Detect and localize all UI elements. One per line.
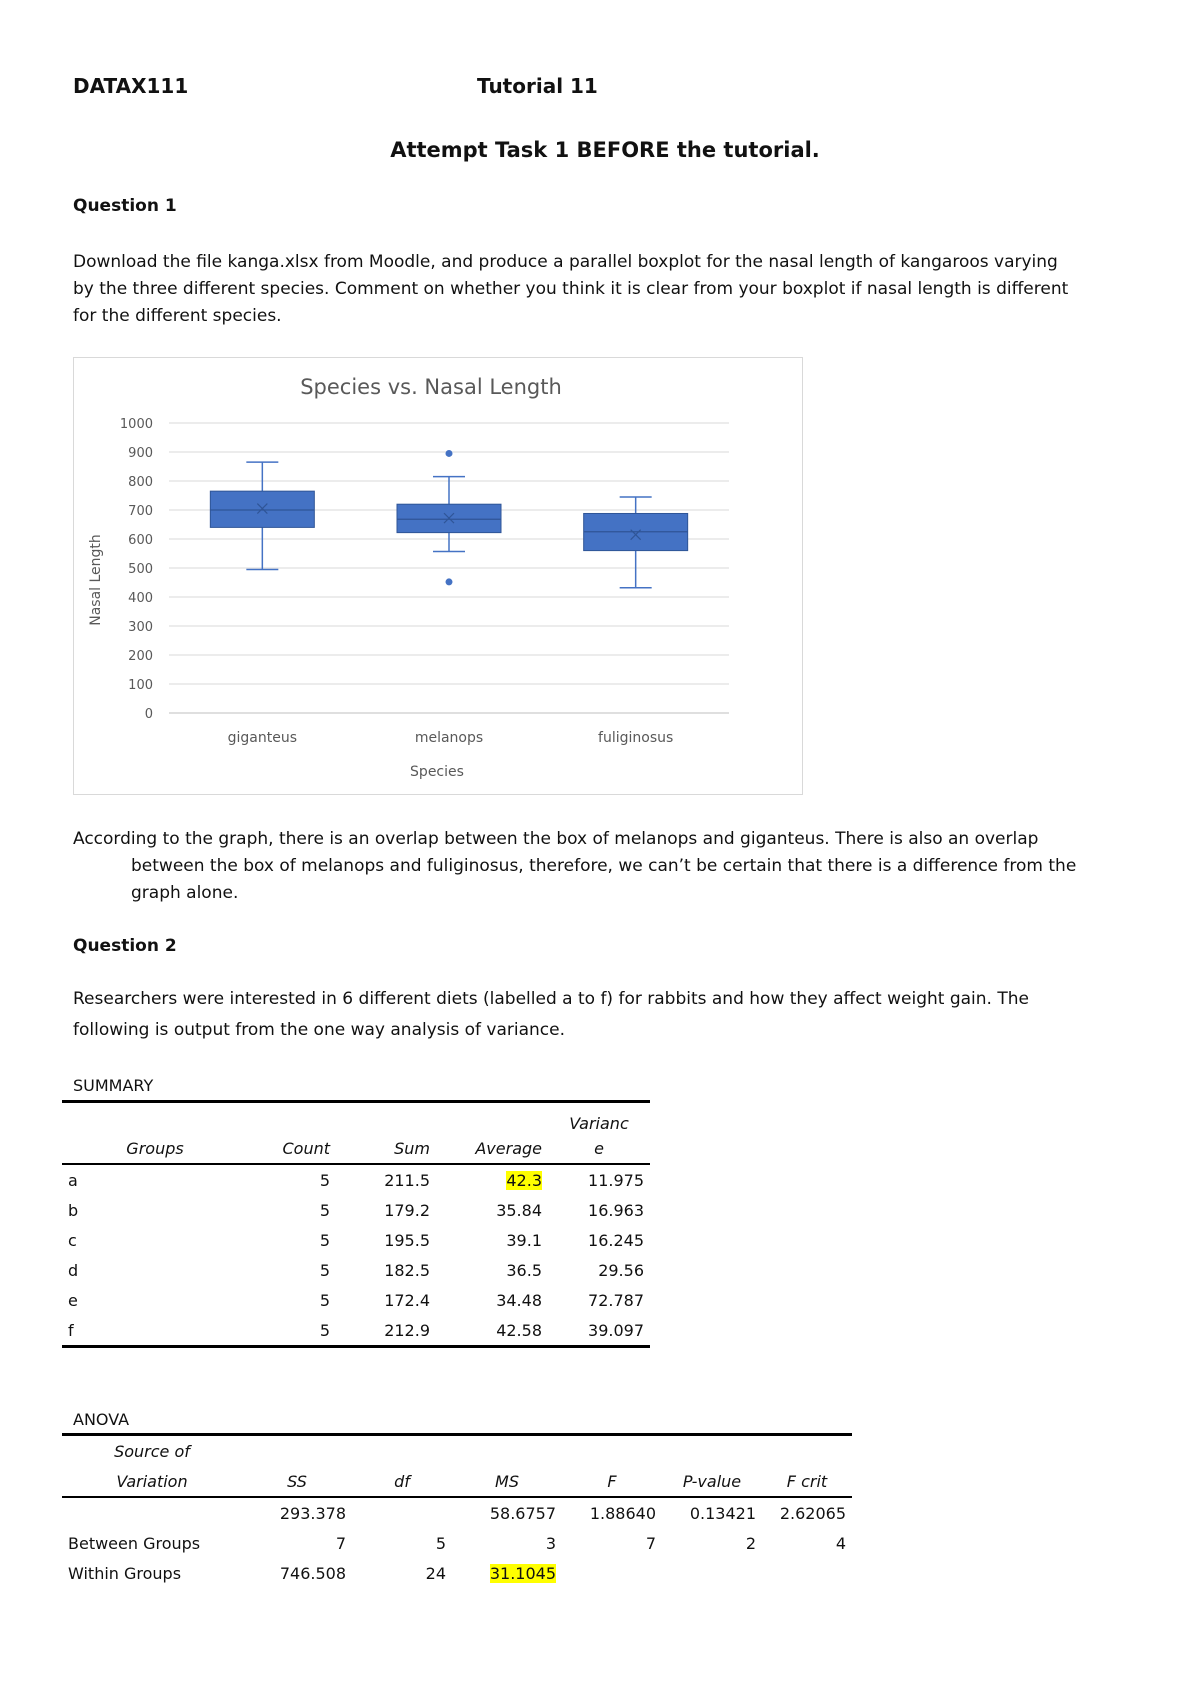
summary-group: a xyxy=(68,1170,78,1190)
anova-row xyxy=(62,1528,852,1558)
summary-average: 35.84 xyxy=(496,1200,542,1220)
summary-count: 5 xyxy=(319,1230,330,1250)
outlier-point xyxy=(446,578,453,585)
summary-count: 5 xyxy=(319,1290,330,1310)
question-1-answer xyxy=(73,826,1173,907)
summary-row xyxy=(62,1195,650,1225)
header-df: df xyxy=(394,1471,410,1491)
x-tick-label: giganteus xyxy=(227,730,298,746)
summary-row xyxy=(62,1225,650,1255)
anova-row xyxy=(62,1558,852,1588)
tutorial-title: Tutorial 11 xyxy=(477,74,598,98)
anova-ss: 7 xyxy=(335,1533,346,1553)
header-p-value: P-value xyxy=(682,1471,742,1491)
x-tick-label: melanops xyxy=(414,730,484,746)
summary-variance: 11.975 xyxy=(588,1170,644,1190)
y-axis-label: Nasal Length xyxy=(88,534,104,626)
question-1-title: Question 1 xyxy=(73,196,177,216)
y-tick-label: 300 xyxy=(128,620,153,635)
anova-ms xyxy=(452,1558,562,1588)
anova-df xyxy=(352,1497,452,1528)
anova-ss: 746.508 xyxy=(279,1563,346,1583)
header-count: Count xyxy=(282,1138,330,1158)
y-tick-label: 400 xyxy=(128,591,153,606)
anova-df: 5 xyxy=(435,1533,446,1553)
outlier-point xyxy=(446,450,453,457)
anova-ms: 3 xyxy=(545,1533,556,1553)
anova-header-row xyxy=(62,1435,852,1467)
question-2-line: Researchers were interested in 6 different diets (labelled a to f) for rabbits and how they affect weight gain. The xyxy=(73,989,1029,1009)
summary-header-row xyxy=(62,1102,650,1134)
anova-f: 7 xyxy=(645,1533,656,1553)
header-variance: Varianc xyxy=(569,1114,629,1133)
answer-line: According to the graph, there is an overlap between the box of melanops and giganteus. There is also an overlap xyxy=(73,829,1039,849)
header-sum: Sum xyxy=(394,1138,430,1158)
anova-f-crit xyxy=(762,1558,852,1588)
summary-average: 39.1 xyxy=(506,1230,542,1250)
summary-average: 42.58 xyxy=(496,1320,542,1340)
answer-line: graph alone. xyxy=(131,883,239,903)
anova-f-crit: 2.62065 xyxy=(779,1503,846,1523)
summary-average xyxy=(448,1164,548,1195)
summary-variance: 16.245 xyxy=(588,1230,644,1250)
summary-count: 5 xyxy=(319,1170,330,1190)
y-tick-label: 200 xyxy=(128,649,153,664)
summary-label: SUMMARY xyxy=(73,1076,154,1095)
y-tick-label: 500 xyxy=(128,562,153,577)
highlighted-value: 31.1045 xyxy=(489,1563,556,1583)
summary-variance: 16.963 xyxy=(588,1200,644,1220)
header-average: Average xyxy=(475,1138,542,1158)
summary-row xyxy=(62,1255,650,1285)
y-tick-label: 900 xyxy=(128,446,153,461)
anova-ms: 58.6757 xyxy=(489,1503,556,1523)
boxplot-chart xyxy=(73,357,803,795)
summary-group: e xyxy=(68,1290,78,1310)
header-ms: MS xyxy=(495,1471,519,1491)
summary-count: 5 xyxy=(319,1320,330,1340)
highlighted-value: 42.3 xyxy=(506,1170,542,1190)
summary-sum: 179.2 xyxy=(384,1200,430,1220)
y-tick-label: 600 xyxy=(128,533,153,548)
summary-sum: 195.5 xyxy=(384,1230,430,1250)
question-1-line: for the different species. xyxy=(73,306,282,326)
summary-sum: 172.4 xyxy=(384,1290,430,1310)
x-axis-label: Species xyxy=(410,764,464,780)
question-2-title: Question 2 xyxy=(73,936,177,956)
summary-group: b xyxy=(68,1200,79,1220)
question-1-text xyxy=(73,249,1173,330)
header-variance: e xyxy=(594,1138,604,1158)
summary-body xyxy=(62,1164,650,1347)
question-1-line: Download the file kanga.xlsx from Moodle, and produce a parallel boxplot for the nasal length of kangaroos varying xyxy=(73,252,1058,272)
summary-sum: 211.5 xyxy=(384,1170,430,1190)
anova-source: Between Groups xyxy=(68,1533,201,1553)
anova-table xyxy=(62,1433,852,1588)
summary-sum: 212.9 xyxy=(384,1320,430,1340)
anova-df: 24 xyxy=(425,1563,446,1583)
anova-p-value: 2 xyxy=(745,1533,756,1553)
y-tick-label: 700 xyxy=(128,504,153,519)
summary-row xyxy=(62,1315,650,1347)
summary-count: 5 xyxy=(319,1200,330,1220)
anova-label: ANOVA xyxy=(73,1410,130,1429)
header-groups: Groups xyxy=(126,1138,184,1158)
anova-f xyxy=(562,1558,662,1588)
y-tick-label: 800 xyxy=(128,475,153,490)
y-tick-label: 1000 xyxy=(119,417,153,432)
boxplot-svg xyxy=(74,358,804,796)
anova-p-value xyxy=(662,1558,762,1588)
header-f: F xyxy=(607,1471,617,1491)
header-source: Variation xyxy=(116,1471,188,1491)
summary-row xyxy=(62,1164,650,1195)
x-tick-label: fuliginosus xyxy=(598,730,674,746)
summary-group: d xyxy=(68,1260,79,1280)
question-2-text xyxy=(73,984,1173,1046)
summary-group: c xyxy=(68,1230,77,1250)
summary-average: 34.48 xyxy=(496,1290,542,1310)
summary-average: 36.5 xyxy=(506,1260,542,1280)
header-source: Source of xyxy=(114,1441,190,1461)
summary-variance: 29.56 xyxy=(598,1260,644,1280)
instruction-heading: Attempt Task 1 BEFORE the tutorial. xyxy=(390,138,820,162)
summary-variance: 39.097 xyxy=(588,1320,644,1340)
summary-table xyxy=(62,1100,650,1348)
anova-row xyxy=(62,1497,852,1528)
question-1-line: by the three different species. Comment on whether you think it is clear from your boxplot if nasal length is different xyxy=(73,279,1069,299)
question-2-line: following is output from the one way analysis of variance. xyxy=(73,1020,565,1040)
anova-p-value: 0.13421 xyxy=(689,1503,756,1523)
y-tick-label: 0 xyxy=(144,707,153,722)
summary-header-row xyxy=(62,1133,650,1164)
anova-f-crit: 4 xyxy=(835,1533,846,1553)
anova-source xyxy=(62,1497,242,1528)
answer-line: between the box of melanops and fuliginosus, therefore, we can’t be certain that there is a difference from the xyxy=(131,856,1077,876)
chart-title: Species vs. Nasal Length xyxy=(300,375,562,399)
header-f-crit: F crit xyxy=(786,1471,828,1491)
anova-header-row xyxy=(62,1466,852,1497)
summary-sum: 182.5 xyxy=(384,1260,430,1280)
summary-group: f xyxy=(68,1320,74,1340)
anova-ss: 293.378 xyxy=(279,1503,346,1523)
summary-count: 5 xyxy=(319,1260,330,1280)
course-code: DATAX111 xyxy=(73,74,189,98)
header-ss: SS xyxy=(287,1471,307,1491)
summary-row xyxy=(62,1285,650,1315)
anova-f: 1.88640 xyxy=(589,1503,656,1523)
anova-source: Within Groups xyxy=(68,1563,182,1583)
y-tick-label: 100 xyxy=(128,678,153,693)
summary-variance: 72.787 xyxy=(588,1290,644,1310)
